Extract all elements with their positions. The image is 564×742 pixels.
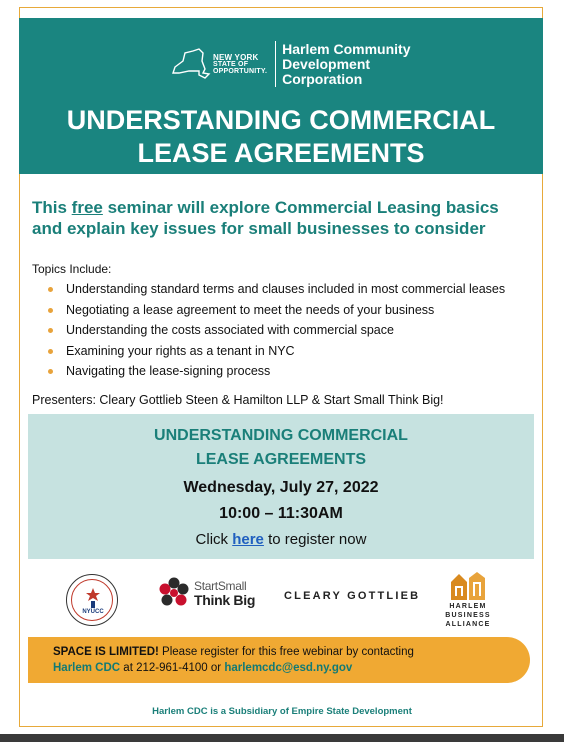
- event-date: Wednesday, July 27, 2022: [183, 479, 379, 496]
- event-title-line1: UNDERSTANDING COMMERCIAL: [154, 427, 408, 444]
- notice-line1: [53, 644, 414, 660]
- topic-text: Navigating the lease-signing process: [66, 364, 271, 378]
- notice-text: [53, 644, 414, 676]
- list-item: [32, 281, 505, 302]
- notice-text1: Please register for this free webinar by contacting: [158, 646, 414, 658]
- org-name-line2: Development: [282, 55, 371, 72]
- hba-line3: ALLIANCE: [445, 621, 491, 628]
- sstb-line1: StartSmall: [194, 579, 247, 593]
- intro-text: [32, 197, 532, 239]
- list-item: [32, 343, 505, 364]
- statue-of-liberty-icon: [84, 587, 102, 609]
- footer-text: Harlem CDC is a Subsidiary of Empire State Development: [152, 706, 412, 717]
- topic-text: Understanding the costs associated with commercial space: [66, 323, 394, 337]
- presenters-text: Presenters: Cleary Gottlieb Steen & Hamilton LLP & Start Small Think Big!: [32, 393, 444, 407]
- ny-logo-line2: STATE OF: [213, 60, 249, 68]
- notice-line2: [53, 660, 414, 676]
- intro-post: seminar will explore Commercial Leasing basics and explain key issues for small businesses to consider: [32, 198, 499, 238]
- nyucc-logo: [66, 574, 118, 626]
- notice-text2: at 212-961-4100 or: [120, 662, 225, 674]
- new-york-state-icon: [169, 47, 211, 81]
- notice-lead: SPACE IS LIMITED!: [53, 646, 159, 658]
- ny-logo-line1: NEW YORK: [213, 52, 259, 62]
- list-item: [32, 322, 505, 343]
- list-item: [32, 302, 505, 323]
- cleary-gottlieb-logo: CLEARY GOTTLIEB: [284, 590, 421, 602]
- hcdc-logo: [169, 38, 411, 90]
- event-details-box: [28, 414, 534, 559]
- topics-list: [32, 281, 505, 384]
- register-link[interactable]: here: [232, 531, 264, 548]
- ny-state-logo-text: [213, 54, 267, 75]
- intro-pre: This: [32, 198, 72, 217]
- register-post: to register now: [263, 531, 367, 548]
- space-limited-notice: [28, 637, 530, 683]
- bullet-icon: [48, 349, 53, 354]
- logo-divider: [275, 41, 276, 87]
- title-line2: LEASE AGREEMENTS: [137, 138, 425, 168]
- start-small-think-big-logo: [158, 576, 255, 610]
- event-title-line2: LEASE AGREEMENTS: [195, 451, 367, 468]
- page-title: [19, 104, 543, 170]
- list-item: [32, 363, 505, 384]
- nyucc-label: NYUCC: [82, 609, 104, 615]
- notice-org: Harlem CDC: [53, 662, 121, 674]
- contact-email[interactable]: harlemcdc@esd.ny.gov: [224, 662, 353, 674]
- header-banner: [19, 18, 543, 174]
- topic-text: Understanding standard terms and clauses included in most commercial leases: [66, 282, 506, 296]
- org-name-line3: Corporation: [282, 70, 363, 87]
- sstb-line2: Think Big: [194, 592, 256, 608]
- flower-icon: [158, 576, 190, 610]
- org-name: [282, 42, 410, 87]
- org-name-line1: Harlem Community: [282, 40, 411, 57]
- harlem-business-alliance-logo: [438, 570, 498, 629]
- bullet-icon: [48, 308, 53, 313]
- hba-line2: BUSINESS: [445, 612, 491, 619]
- register-line: [28, 528, 534, 552]
- hba-line1: HARLEM: [449, 603, 487, 610]
- event-time: 10:00 – 11:30AM: [219, 505, 343, 522]
- topic-text: Negotiating a lease agreement to meet the needs of your business: [66, 302, 435, 317]
- partner-logos: [28, 568, 534, 634]
- bullet-icon: [48, 369, 53, 374]
- ny-logo-line3: OPPORTUNITY.: [213, 67, 268, 75]
- topics-label: Topics Include:: [32, 262, 112, 276]
- intro-emphasis: free: [71, 198, 103, 217]
- building-icon: [449, 570, 487, 602]
- title-line1: UNDERSTANDING COMMERCIAL: [66, 105, 496, 135]
- bullet-icon: [48, 328, 53, 333]
- sstb-text: [194, 579, 255, 607]
- topic-text: Examining your rights as a tenant in NYC: [66, 343, 295, 358]
- bullet-icon: [48, 287, 53, 292]
- register-pre: Click: [195, 531, 233, 548]
- bottom-bar: [0, 734, 564, 742]
